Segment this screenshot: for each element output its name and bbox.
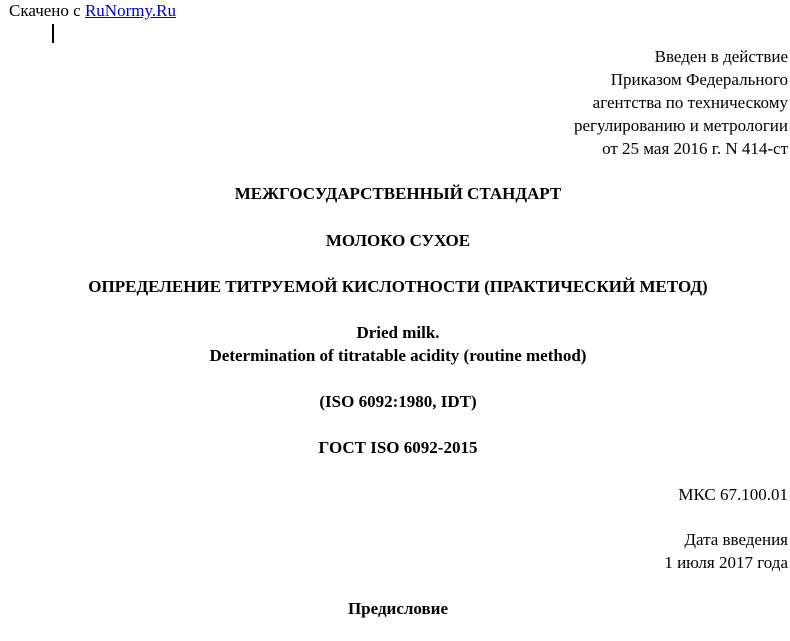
foreword-heading: Предисловие [347, 599, 449, 618]
enactment-line: Приказом Федерального [610, 70, 788, 89]
standard-type-heading: МЕЖГОСУДАРСТВЕННЫЙ СТАНДАРТ [234, 184, 562, 203]
method-title-heading: ОПРЕДЕЛЕНИЕ ТИТРУЕМОЙ КИСЛОТНОСТИ (ПРАКТИЧЕСКИЙ МЕТОД) [88, 277, 708, 296]
effective-date-label: Дата введения [684, 530, 788, 549]
english-title-line-1: Dried milk. [356, 323, 440, 342]
product-heading: МОЛОКО СУХОЕ [325, 231, 471, 250]
enactment-block [574, 45, 788, 160]
effective-date-block [664, 528, 788, 574]
download-source-prefix: Скачено с [9, 1, 81, 20]
enactment-line: Введен в действие [654, 47, 788, 66]
english-title [0, 321, 790, 367]
iso-reference: (ISO 6092:1980, IDT) [319, 392, 477, 411]
enactment-line: регулированию и метрологии [573, 116, 788, 135]
effective-date-value: 1 июля 2017 года [664, 553, 788, 572]
enactment-line: от 25 мая 2016 г. N 414-ст [602, 139, 788, 158]
gost-designation: ГОСТ ISO 6092-2015 [318, 438, 478, 457]
mks-code: МКС 67.100.01 [678, 485, 788, 504]
download-source-line [9, 1, 176, 21]
english-title-line-2: Determination of titratable acidity (routine method) [209, 346, 587, 365]
text-cursor [52, 24, 54, 43]
enactment-line: агентства по техническому [592, 93, 788, 112]
runormy-link[interactable]: RuNormy.Ru [84, 1, 176, 20]
